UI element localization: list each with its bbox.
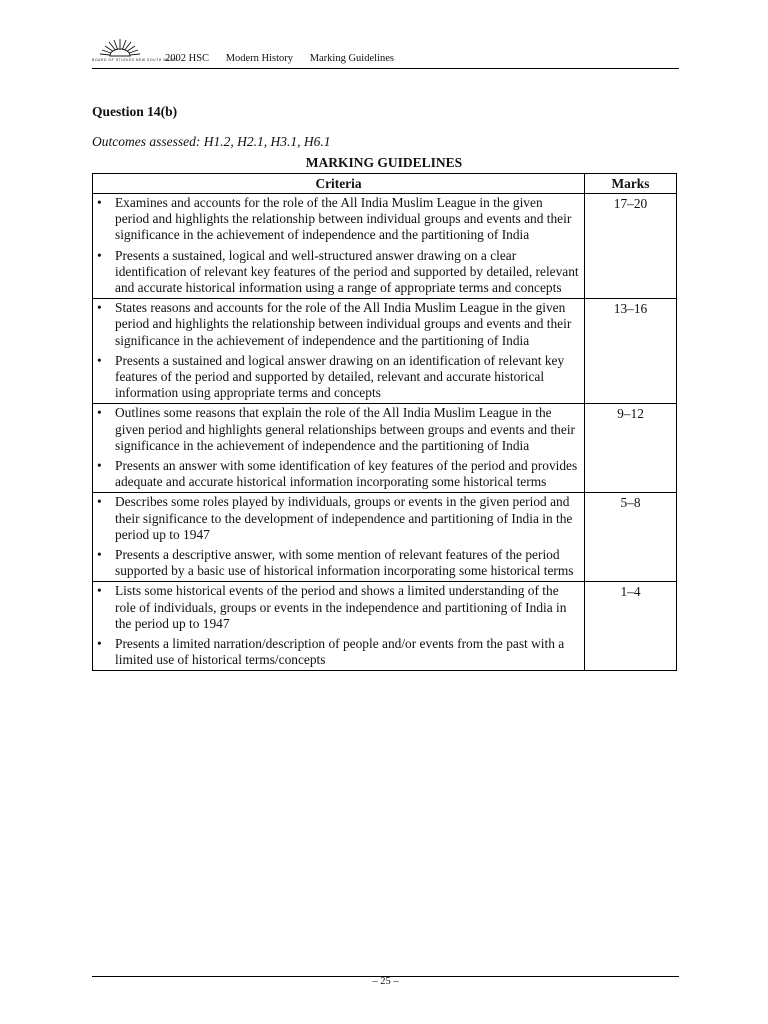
- bullet-icon: •: [97, 583, 102, 599]
- criteria-cell: [93, 404, 585, 493]
- criteria-bullet: [97, 636, 580, 668]
- criteria-bullet: [97, 583, 580, 632]
- marks-cell: 9–12: [585, 404, 677, 493]
- table-row: [93, 194, 677, 299]
- header-year: 2002 HSC: [165, 53, 210, 64]
- criteria-bullet: [97, 353, 580, 402]
- logo-text: BOARD OF STUDIES NEW SOUTH WALES: [92, 58, 178, 62]
- outcomes-assessed: Outcomes assessed: H1.2, H2.1, H3.1, H6.1: [92, 134, 331, 149]
- bullet-icon: •: [97, 352, 102, 368]
- criteria-bullet: [97, 248, 580, 297]
- page-header: [92, 34, 679, 69]
- marks-cell: 17–20: [585, 194, 677, 299]
- table-header-row: [93, 174, 677, 194]
- page-number: – 25 –: [372, 976, 399, 987]
- bullet-icon: •: [97, 547, 102, 563]
- bullet-icon: •: [97, 300, 102, 316]
- criteria-text: Presents a descriptive answer, with some mention of relevant features of the period supported by a basic use of historical information incorporating some historical terms: [115, 547, 574, 579]
- marking-guidelines-table: [92, 173, 677, 671]
- bullet-icon: •: [97, 494, 102, 510]
- criteria-text: Examines and accounts for the role of the All India Muslim League in the given period and highlights the relationship between individual groups and events and their significance in the achievement of independence and the partitioning of India: [115, 195, 572, 243]
- marks-cell: 5–8: [585, 493, 677, 582]
- table-row: [93, 404, 677, 493]
- marking-guidelines-title: MARKING GUIDELINES: [305, 155, 463, 170]
- criteria-cell: [93, 493, 585, 582]
- criteria-bullet: [97, 195, 580, 244]
- bullet-icon: •: [97, 458, 102, 474]
- criteria-text: Outlines some reasons that explain the role of the All India Muslim League in the given period and highlights general relationships between groups and events and their significance in the achievement of independence and the partitioning of India: [115, 405, 575, 453]
- criteria-text: Lists some historical events of the period and shows a limited understanding of the role of individuals, groups or events in the independence and partitioning of India in the period up to 1947: [115, 583, 567, 631]
- sunburst-logo-icon: [92, 38, 148, 58]
- bullet-icon: •: [97, 636, 102, 652]
- criteria-text: Describes some roles played by individuals, groups or events in the given period and their significance to the development of independence and partitioning of India in the period up to 1947: [115, 494, 573, 542]
- criteria-bullet: [97, 547, 580, 579]
- criteria-bullet: [97, 405, 580, 454]
- criteria-cell: [93, 582, 585, 671]
- criteria-header: Criteria: [93, 174, 585, 194]
- criteria-bullet: [97, 300, 580, 349]
- bullet-icon: •: [97, 405, 102, 421]
- criteria-text: Presents an answer with some identification of key features of the period and provides adequate and accurate historical information incorporating some historical terms: [115, 458, 578, 490]
- table-row: [93, 493, 677, 582]
- criteria-bullet: [97, 458, 580, 490]
- table-row: [93, 582, 677, 671]
- criteria-text: States reasons and accounts for the role of the All India Muslim League in the given period and highlights the relationship between individual groups and events and their significance in the achievement of independence and the partitioning of India: [115, 300, 572, 348]
- question-heading: Question 14(b): [92, 104, 178, 119]
- header-subject: Modern History: [225, 53, 294, 64]
- board-of-studies-logo: [92, 38, 178, 64]
- criteria-text: Presents a sustained and logical answer drawing on an identification of relevant key features of the period and supported by detailed, relevant and accurate historical information using appropriate terms and concepts: [115, 352, 565, 401]
- criteria-text: Presents a limited narration/description of people and/or events from the past with a limited use of historical terms/concepts: [115, 636, 565, 668]
- header-doc-type: Marking Guidelines: [309, 53, 394, 64]
- marks-cell: 1–4: [585, 582, 677, 671]
- header-text: [165, 53, 408, 64]
- criteria-bullet: [97, 494, 580, 543]
- marks-header: Marks: [585, 174, 677, 194]
- table-row: [93, 299, 677, 404]
- marks-cell: 13–16: [585, 299, 677, 404]
- criteria-cell: [93, 299, 585, 404]
- criteria-text: Presents a sustained, logical and well-structured answer drawing on a clear identification of relevant key features of the period and supported by detailed, relevant and accurate historical information using a range of appropriate terms and concepts: [115, 247, 579, 296]
- bullet-icon: •: [97, 195, 102, 210]
- bullet-icon: •: [97, 247, 102, 263]
- criteria-cell: [93, 194, 585, 299]
